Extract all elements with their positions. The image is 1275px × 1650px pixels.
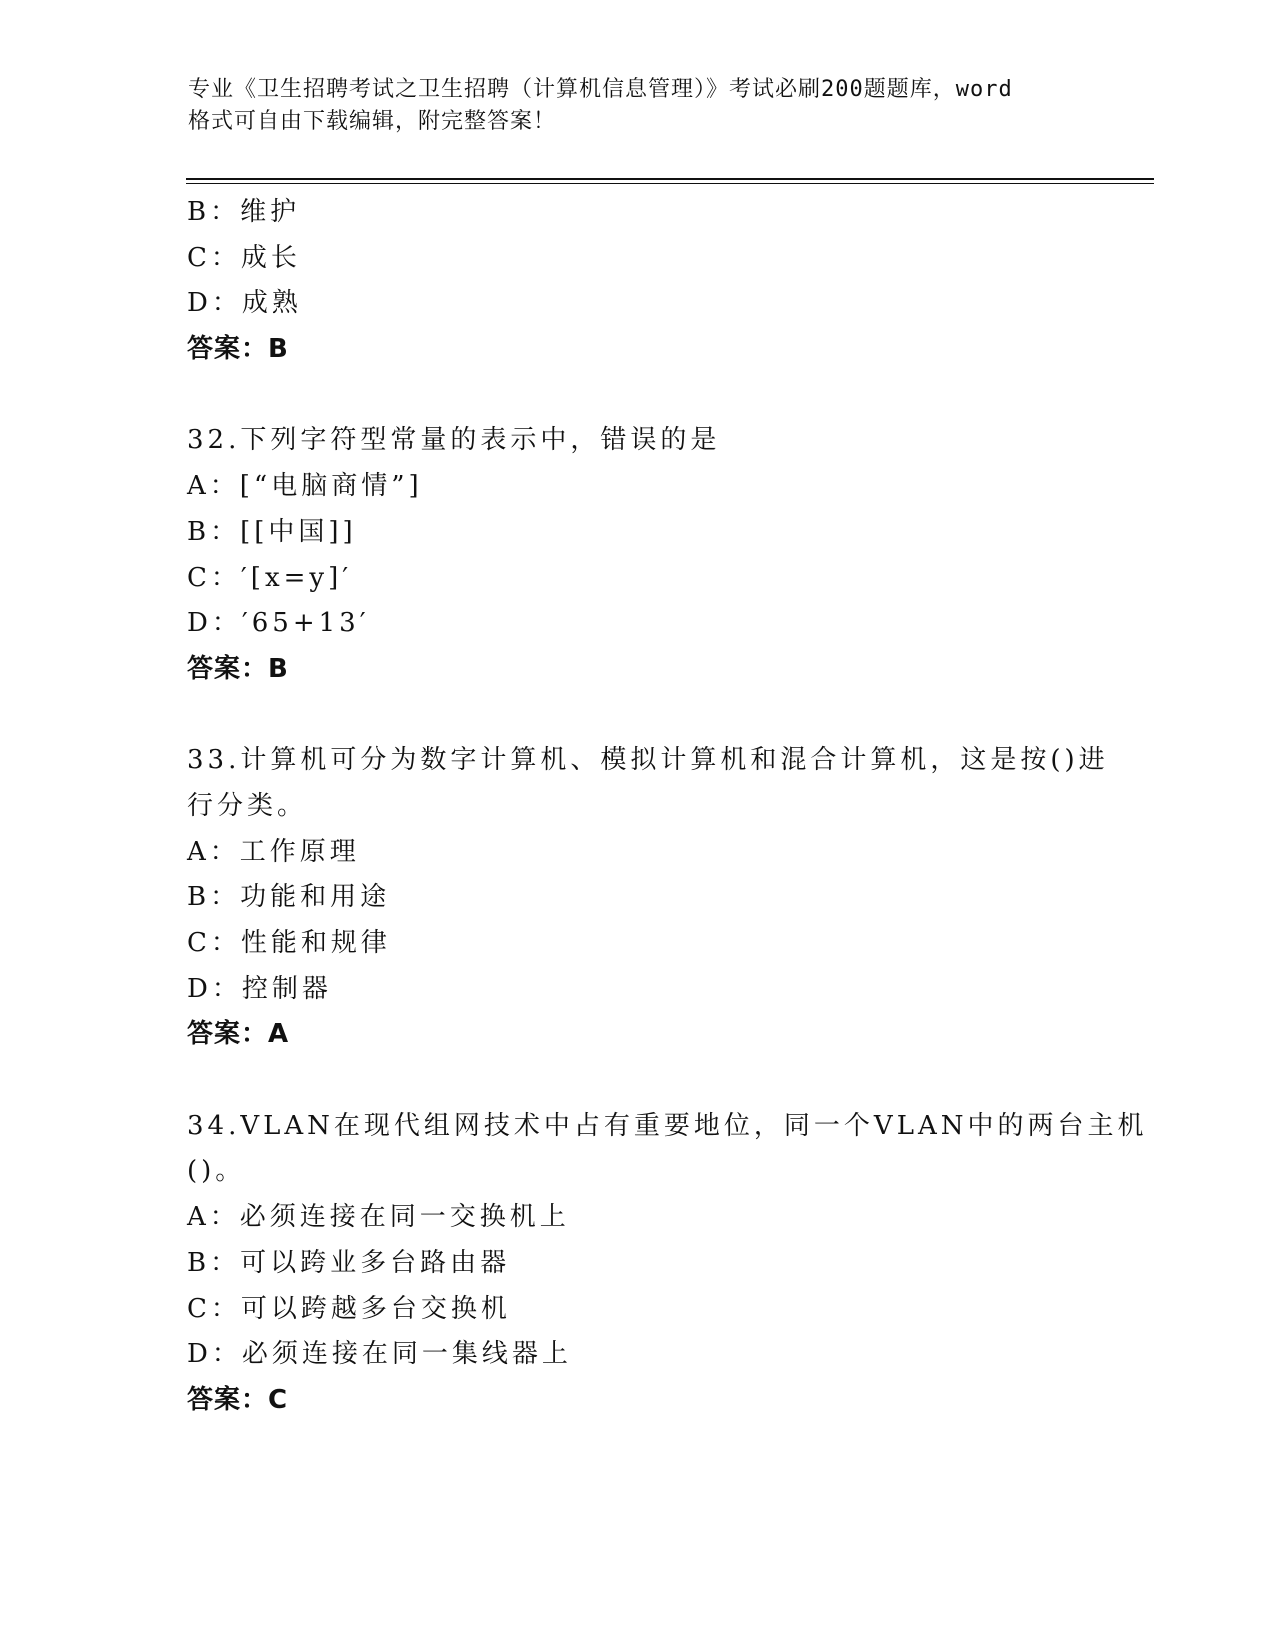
question-32 [187,418,1107,692]
option-b: B：[[中国]] [187,516,357,547]
answer-line: 答案：B [187,653,289,684]
answer-line: 答案：C [187,1384,289,1415]
spacer [187,693,1107,739]
option-d: D：′65+13′ [187,608,370,639]
question-list [187,190,1148,1424]
option-b: B：可以跨业多台路由器 [187,1247,511,1278]
question-stem-continued: 行分类。 [187,790,308,821]
header-title-line-1: 专业《卫生招聘考试之卫生招聘（计算机信息管理）》考试必刷200题题库，word [188,77,1013,102]
option-d: D：成熟 [187,288,302,319]
header-divider-thick [186,178,1154,180]
option-c: C：性能和规律 [187,928,391,958]
page-header [188,74,1088,138]
option-c: C：成长 [187,242,301,273]
answer-line: 答案：A [187,1019,290,1050]
question-stem: 33.计算机可分为数字计算机、模拟计算机和混合计算机，这是按()进 [187,745,1109,776]
option-d: D：必须连接在同一集线器上 [187,1339,572,1370]
option-c: C：可以跨越多台交换机 [187,1293,511,1324]
question-stem-continued: ()。 [187,1156,246,1187]
spacer [187,373,1107,419]
question-34 [187,1104,1148,1424]
answer-line: 答案：B [187,334,289,365]
option-a: A：[“电脑商情”] [187,471,423,502]
option-b: B：功能和用途 [187,882,391,913]
question-stem: 32.下列字符型常量的表示中，错误的是 [187,425,721,456]
header-divider-thin [186,183,1154,184]
option-a: A：必须连接在同一交换机上 [187,1202,570,1233]
spacer [187,1058,1107,1104]
question-33 [187,738,1107,1058]
question-stem: 34.VLAN在现代组网技术中占有重要地位，同一个VLAN中的两台主机 [187,1110,1148,1141]
question-31-continued [187,190,1107,373]
option-d: D：控制器 [187,973,332,1004]
option-c: C：′[x=y]′ [187,562,353,593]
option-a: A：工作原理 [187,836,360,867]
option-b: B：维护 [187,197,301,227]
header-title-line-2: 格式可自由下载编辑，附完整答案！ [188,109,557,134]
